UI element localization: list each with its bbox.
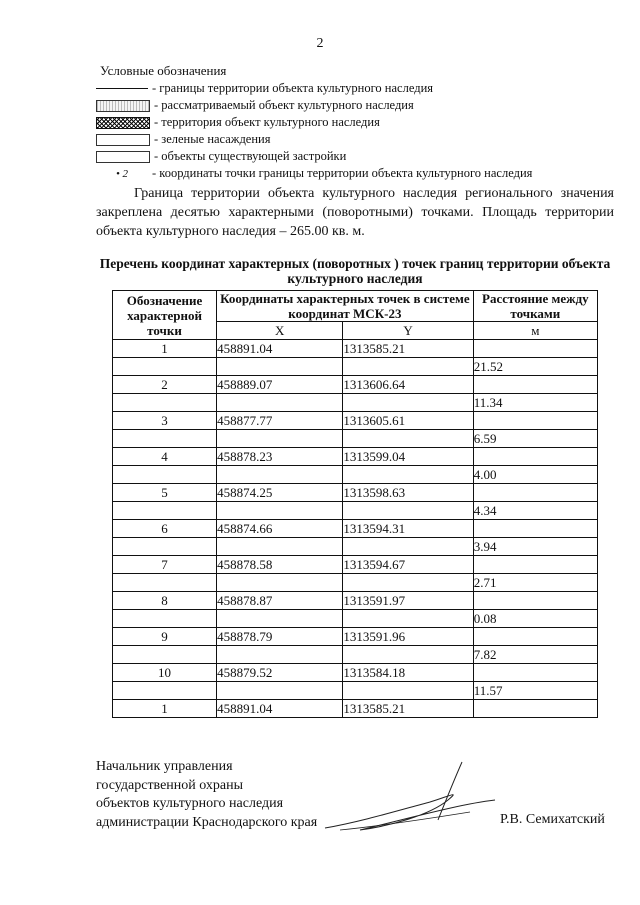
coord-x <box>217 646 343 664</box>
coord-y <box>343 538 473 556</box>
coord-y <box>343 430 473 448</box>
legend-label: - рассматриваемый объект культурного наследия <box>154 98 414 112</box>
coord-y: 1313594.31 <box>343 520 473 538</box>
coord-y: 1313585.21 <box>343 700 473 718</box>
legend-item-buildings <box>96 148 636 165</box>
legend-label: - координаты точки границы территории объекта культурного наследия <box>152 166 533 180</box>
table-row <box>113 682 598 700</box>
table-row <box>113 646 598 664</box>
coord-y: 1313591.96 <box>343 628 473 646</box>
coord-y: 1313584.18 <box>343 664 473 682</box>
empty-box-icon <box>96 151 150 163</box>
table-row <box>113 340 598 358</box>
description-paragraph <box>96 184 614 241</box>
distance-value: 7.82 <box>473 646 597 664</box>
table-title: Перечень координат характерных (поворотных ) точек границ территории объекта культурного наследия <box>99 256 611 286</box>
table-row <box>113 448 598 466</box>
point-id <box>113 610 217 628</box>
coord-x: 458874.25 <box>217 484 343 502</box>
coord-x: 458878.79 <box>217 628 343 646</box>
signer-title-line: администрации Краснодарского края <box>96 814 318 830</box>
distance-cell <box>473 448 597 466</box>
distance-value: 11.57 <box>473 682 597 700</box>
point-id <box>113 682 217 700</box>
signer-title-line: государственной охраны <box>96 777 244 793</box>
signature-block <box>96 758 317 832</box>
paragraph-text: Граница территории объекта культурного наследия регионального значения закреплена десятью характерными (поворотными) точками. Площадь территории объекта культурного наследия – 265.00 кв. м. <box>96 186 614 239</box>
page-number: 2 <box>316 36 324 51</box>
point-id: 6 <box>113 520 217 538</box>
table-row <box>113 664 598 682</box>
boundary-line-icon <box>96 88 148 89</box>
point-id: 4 <box>113 448 217 466</box>
point-id <box>113 430 217 448</box>
coord-x: 458889.07 <box>217 376 343 394</box>
coordinates-table <box>112 290 598 718</box>
distance-cell <box>473 556 597 574</box>
point-id <box>113 466 217 484</box>
coord-x <box>217 682 343 700</box>
table-row <box>113 358 598 376</box>
point-id: 7 <box>113 556 217 574</box>
distance-value: 6.59 <box>473 430 597 448</box>
header-distance: Расстояние между точками <box>473 291 597 322</box>
coord-x: 458878.23 <box>217 448 343 466</box>
coord-x: 458878.58 <box>217 556 343 574</box>
table-row <box>113 466 598 484</box>
coord-y <box>343 358 473 376</box>
coord-x <box>217 574 343 592</box>
table-row <box>113 700 598 718</box>
point-id: 1 <box>113 700 217 718</box>
table-row <box>113 592 598 610</box>
coord-x: 458878.87 <box>217 592 343 610</box>
point-id <box>113 574 217 592</box>
coord-x <box>217 610 343 628</box>
table-row <box>113 412 598 430</box>
coord-y: 1313605.61 <box>343 412 473 430</box>
coord-y <box>343 502 473 520</box>
distance-cell <box>473 340 597 358</box>
legend-item-point <box>96 165 636 182</box>
legend-item-boundary <box>96 80 636 97</box>
table-row <box>113 556 598 574</box>
coord-y: 1313606.64 <box>343 376 473 394</box>
distance-value: 0.08 <box>473 610 597 628</box>
coord-x <box>217 466 343 484</box>
legend-item-territory <box>96 114 636 131</box>
coord-x: 458891.04 <box>217 340 343 358</box>
distance-value: 21.52 <box>473 358 597 376</box>
point-id <box>113 358 217 376</box>
coord-x: 458874.66 <box>217 520 343 538</box>
distance-cell <box>473 628 597 646</box>
legend-label: - территория объект культурного наследия <box>154 115 380 129</box>
signer-name: Р.В. Семихатский <box>500 812 605 827</box>
header-point: Обозначение характерной точки <box>113 291 217 340</box>
coord-x <box>217 430 343 448</box>
coord-x <box>217 358 343 376</box>
coord-y <box>343 682 473 700</box>
table-row <box>113 520 598 538</box>
header-coords: Координаты характерных точек в системе координат МСК-23 <box>217 291 474 322</box>
legend-label: - зеленые насаждения <box>154 132 271 146</box>
distance-value: 2.71 <box>473 574 597 592</box>
table-row <box>113 484 598 502</box>
point-id: 1 <box>113 340 217 358</box>
legend-label: - границы территории объекта культурного наследия <box>152 81 434 95</box>
hatched-box-icon <box>96 117 150 129</box>
table-row <box>113 394 598 412</box>
coord-y: 1313594.67 <box>343 556 473 574</box>
table-row <box>113 628 598 646</box>
coord-y: 1313599.04 <box>343 448 473 466</box>
distance-cell <box>473 664 597 682</box>
table-row <box>113 430 598 448</box>
legend-title: Условные обозначения <box>100 63 227 78</box>
point-id: 9 <box>113 628 217 646</box>
table-row <box>113 574 598 592</box>
coord-x <box>217 394 343 412</box>
distance-value: 4.00 <box>473 466 597 484</box>
point-id <box>113 538 217 556</box>
coord-y <box>343 610 473 628</box>
distance-cell <box>473 520 597 538</box>
handwritten-signature <box>320 760 500 840</box>
distance-cell <box>473 700 597 718</box>
signer-title-line: объектов культурного наследия <box>96 796 284 811</box>
distance-cell <box>473 376 597 394</box>
table-row <box>113 502 598 520</box>
point-marker-icon: • 2 <box>115 167 129 180</box>
coord-x <box>217 538 343 556</box>
legend <box>96 80 636 182</box>
distance-cell <box>473 592 597 610</box>
coord-y: 1313585.21 <box>343 340 473 358</box>
coord-x: 458879.52 <box>217 664 343 682</box>
point-id: 10 <box>113 664 217 682</box>
empty-box-icon <box>96 134 150 146</box>
header-y: Y <box>343 322 473 340</box>
coord-y <box>343 466 473 484</box>
coord-x <box>217 502 343 520</box>
coord-x: 458877.77 <box>217 412 343 430</box>
table-row <box>113 376 598 394</box>
coord-y <box>343 646 473 664</box>
table-row <box>113 538 598 556</box>
distance-value: 4.34 <box>473 502 597 520</box>
point-id <box>113 502 217 520</box>
distance-cell <box>473 484 597 502</box>
coord-y <box>343 574 473 592</box>
table-row <box>113 610 598 628</box>
dotted-box-icon <box>96 100 150 112</box>
point-id <box>113 646 217 664</box>
legend-item-green <box>96 131 636 148</box>
distance-value: 11.34 <box>473 394 597 412</box>
signer-title-line: Начальник управления <box>96 759 233 774</box>
point-id: 8 <box>113 592 217 610</box>
distance-cell <box>473 412 597 430</box>
coord-y: 1313591.97 <box>343 592 473 610</box>
header-unit: м <box>473 322 597 340</box>
point-id <box>113 394 217 412</box>
distance-value: 3.94 <box>473 538 597 556</box>
point-id: 3 <box>113 412 217 430</box>
table-body <box>113 340 598 718</box>
legend-label: - объекты существующей застройки <box>154 149 347 163</box>
point-id: 5 <box>113 484 217 502</box>
coord-y <box>343 394 473 412</box>
coord-x: 458891.04 <box>217 700 343 718</box>
point-id: 2 <box>113 376 217 394</box>
header-x: X <box>217 322 343 340</box>
legend-item-object <box>96 97 636 114</box>
coord-y: 1313598.63 <box>343 484 473 502</box>
